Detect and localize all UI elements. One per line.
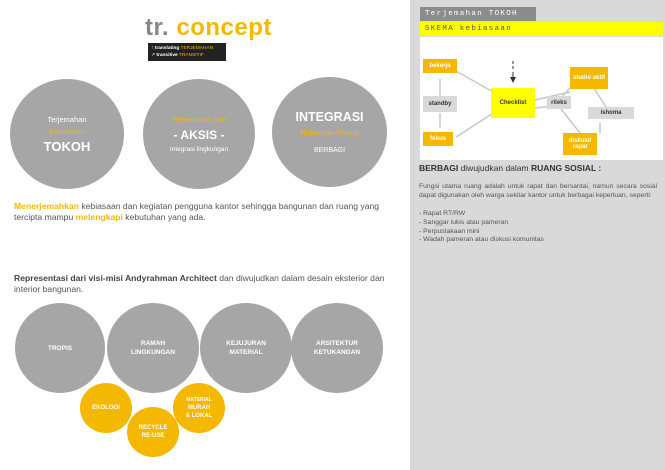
page-title bbox=[145, 14, 272, 42]
title-prefix: tr. bbox=[145, 14, 170, 41]
node-diskusi-rapat: diskusi/ rapat bbox=[563, 133, 597, 155]
intro-paragraph: Menerjemahkan kebiasaan dan kegiatan pengguna kantor sehingga bangunan dan ruang yang tercipta mampu melengkapi kebutuhan yang ada. bbox=[14, 201, 380, 222]
circle-aksis: Terjemahan Site - AKSIS - Integrasi lingkungan bbox=[143, 79, 255, 189]
node-rileks: rileks bbox=[547, 96, 571, 109]
node-checklist: Checklist bbox=[491, 88, 535, 118]
panel-subtitle: SKEMA kebiasaan bbox=[420, 22, 663, 36]
list-item: - Rapat RT/RW bbox=[419, 210, 466, 217]
sosial-heading: BERBAGI diwujudkan dalam RUANG SOSIAL : bbox=[419, 163, 602, 173]
circle-integrasi: INTEGRASI Hubungan Ruang BERBAGI bbox=[272, 77, 387, 187]
legend-box bbox=[148, 43, 226, 61]
habit-diagram bbox=[420, 37, 663, 160]
node-fokus: fokus bbox=[423, 132, 453, 146]
circle-ekologi: EKOLOGI bbox=[80, 383, 132, 433]
legend-row-1: ↑ translating TERJEMAHAN bbox=[151, 46, 214, 51]
circle-material-murah: MATERIAL MURAH & LOKAL bbox=[173, 383, 225, 433]
node-bekerja: bekerja bbox=[423, 59, 457, 73]
circle-arsitektur-ketukangan: ARSITEKTUR KETUKANGAN bbox=[291, 303, 383, 393]
node-standby: standby bbox=[423, 96, 457, 112]
right-panel bbox=[410, 0, 665, 470]
circle-tokoh: Terjemahan - Kebiasaan - TOKOH bbox=[10, 79, 124, 189]
sosial-body: Fungsi utama ruang adalah untuk rapat dan bersantai, namun secara sosial dapat digunakan oleh warga sekitar kantor untuk berbagai keperluan, seperti: bbox=[419, 183, 657, 199]
node-ishoma: ishoma bbox=[588, 107, 634, 119]
circle-kejujuran-material: KEJUJURAN MATERIAL bbox=[200, 303, 292, 393]
list-item: - Wadah pameran atau diskusi komunitas bbox=[419, 236, 544, 244]
circle-ramah-lingkungan: RAMAH LINGKUNGAN bbox=[107, 303, 199, 393]
representation-paragraph: Representasi dari visi-misi Andyrahman Architect dan diwujudkan dalam desain eksterior dan interior bangunan. bbox=[14, 273, 385, 294]
circle-recycle: RECYCLE RE-USE bbox=[127, 407, 179, 457]
title-main: concept bbox=[176, 14, 272, 41]
circle-tropis: TROPIS bbox=[15, 303, 105, 393]
panel-title: Terjemahan TOKOH bbox=[420, 7, 536, 21]
arrow-diagonal-icon: ↗ bbox=[151, 53, 156, 58]
legend-row-2: ↗ transitive TRANSITIF bbox=[151, 53, 204, 58]
node-studio-aktif: studio aktif bbox=[570, 67, 608, 89]
arrow-up-icon: ↑ bbox=[151, 46, 154, 51]
sosial-list bbox=[419, 210, 657, 245]
list-item: - Sanggar lukis atau pameran bbox=[419, 218, 509, 226]
list-item: - Perpustakaan mini bbox=[419, 227, 480, 235]
